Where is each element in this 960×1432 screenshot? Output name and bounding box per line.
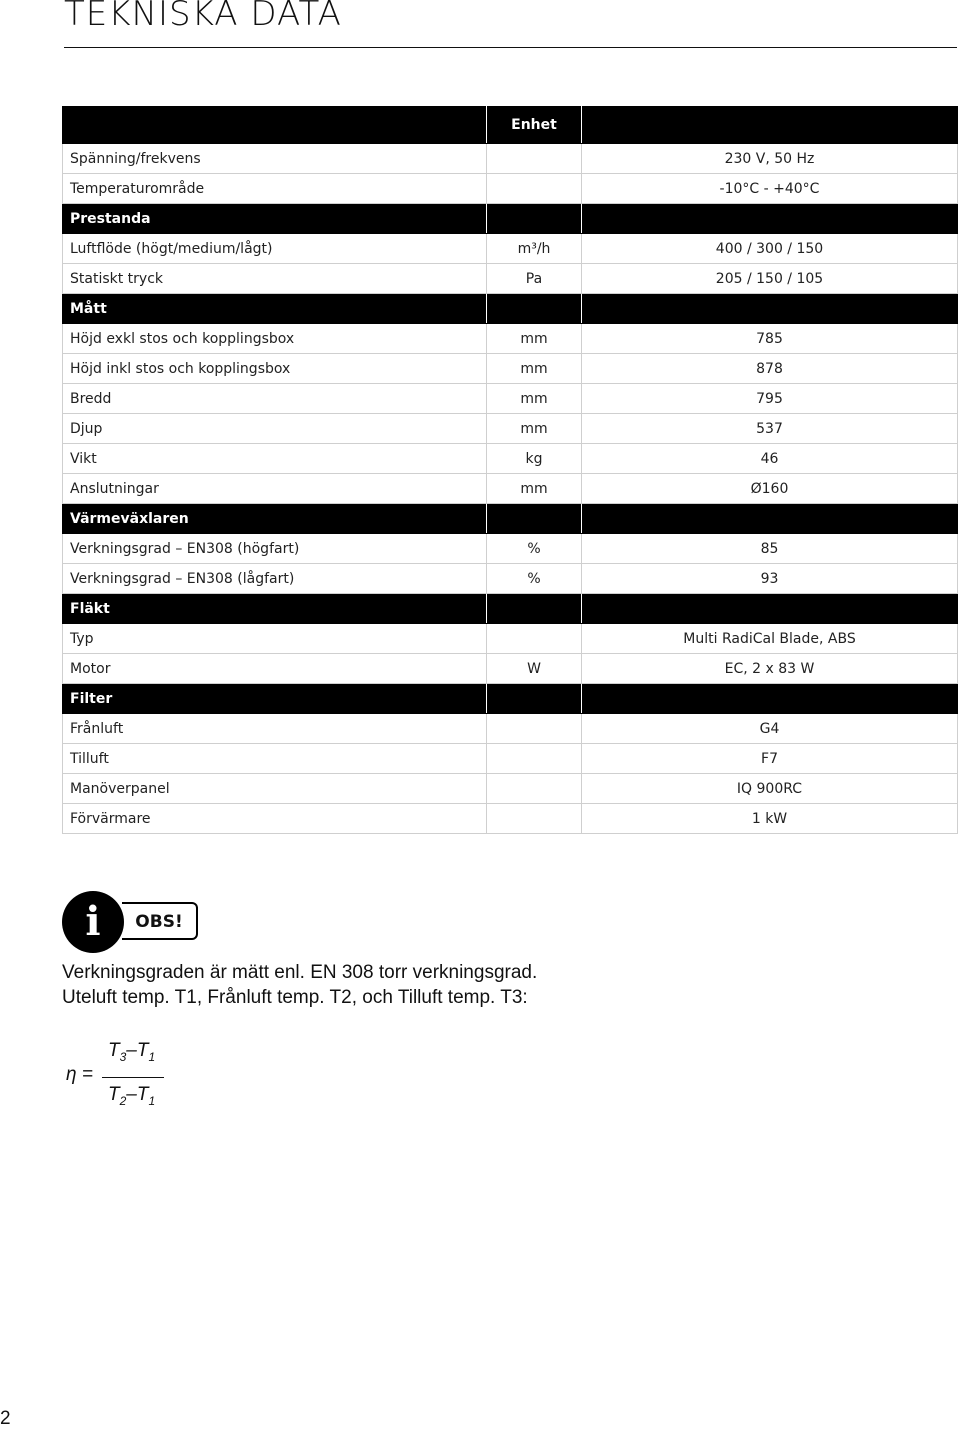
note-text bbox=[62, 960, 537, 1010]
table-row bbox=[63, 444, 958, 474]
note-line-2: Uteluft temp. T1, Frånluft temp. T2, och Tilluft temp. T3: bbox=[62, 987, 528, 1008]
row-value: 93 bbox=[582, 564, 958, 594]
table-row bbox=[63, 174, 958, 204]
section-value-cell bbox=[582, 504, 958, 534]
row-unit bbox=[487, 624, 582, 654]
row-label: Anslutningar bbox=[63, 474, 487, 504]
row-label: Djup bbox=[63, 414, 487, 444]
efficiency-formula bbox=[66, 1040, 176, 1120]
table-row bbox=[63, 714, 958, 744]
section-value-cell bbox=[582, 684, 958, 714]
row-unit: mm bbox=[487, 384, 582, 414]
row-value: Ø160 bbox=[582, 474, 958, 504]
row-value: -10°C - +40°C bbox=[582, 174, 958, 204]
table-row bbox=[63, 624, 958, 654]
section-title: Värmeväxlaren bbox=[63, 504, 487, 534]
row-unit: kg bbox=[487, 444, 582, 474]
row-value: 878 bbox=[582, 354, 958, 384]
formula-denominator: $T_2-T_1$ bbox=[108, 1084, 156, 1108]
info-icon: i bbox=[62, 891, 124, 953]
row-label: Manöverpanel bbox=[63, 774, 487, 804]
section-unit-cell bbox=[487, 504, 582, 534]
row-value: EC, 2 x 83 W bbox=[582, 654, 958, 684]
row-unit: Pa bbox=[487, 264, 582, 294]
table-row bbox=[63, 324, 958, 354]
table-row bbox=[63, 534, 958, 564]
row-value: 400 / 300 / 150 bbox=[582, 234, 958, 264]
page-number: 2 bbox=[0, 1408, 11, 1429]
row-unit: mm bbox=[487, 354, 582, 384]
section-title: Prestanda bbox=[63, 204, 487, 234]
section-unit-cell bbox=[487, 594, 582, 624]
row-value: Multi RadiCal Blade, ABS bbox=[582, 624, 958, 654]
row-label: Höjd exkl stos och kopplingsbox bbox=[63, 324, 487, 354]
table-header-row bbox=[63, 107, 958, 144]
section-value-cell bbox=[582, 294, 958, 324]
page-title: TEKNISKA DATA bbox=[64, 0, 342, 34]
row-label: Höjd inkl stos och kopplingsbox bbox=[63, 354, 487, 384]
row-unit: % bbox=[487, 564, 582, 594]
row-label: Typ bbox=[63, 624, 487, 654]
row-unit bbox=[487, 714, 582, 744]
section-header-row bbox=[63, 684, 958, 714]
section-header-row bbox=[63, 204, 958, 234]
table-row bbox=[63, 414, 958, 444]
obs-label: OBS! bbox=[122, 902, 198, 940]
row-label: Spänning/frekvens bbox=[63, 144, 487, 174]
section-value-cell bbox=[582, 594, 958, 624]
header-value-cell bbox=[582, 107, 958, 144]
row-value: G4 bbox=[582, 714, 958, 744]
row-value: 46 bbox=[582, 444, 958, 474]
section-unit-cell bbox=[487, 294, 582, 324]
row-value: F7 bbox=[582, 744, 958, 774]
row-unit bbox=[487, 804, 582, 834]
table-row bbox=[63, 564, 958, 594]
header-label-cell bbox=[63, 107, 487, 144]
section-title: Mått bbox=[63, 294, 487, 324]
row-label: Frånluft bbox=[63, 714, 487, 744]
table-row bbox=[63, 264, 958, 294]
row-value: 85 bbox=[582, 534, 958, 564]
formula-lhs: η = bbox=[66, 1064, 93, 1085]
header-unit-cell: Enhet bbox=[487, 107, 582, 144]
formula-numerator: $T_3-T_1$ bbox=[108, 1040, 156, 1064]
section-header-row bbox=[63, 504, 958, 534]
row-value: 785 bbox=[582, 324, 958, 354]
row-label: Verkningsgrad – EN308 (högfart) bbox=[63, 534, 487, 564]
row-label: Bredd bbox=[63, 384, 487, 414]
row-value: 795 bbox=[582, 384, 958, 414]
table-row bbox=[63, 384, 958, 414]
row-label: Statiskt tryck bbox=[63, 264, 487, 294]
section-unit-cell bbox=[487, 204, 582, 234]
note-line-1: Verkningsgraden är mätt enl. EN 308 torr verkningsgrad. bbox=[62, 962, 538, 983]
section-header-row bbox=[63, 594, 958, 624]
row-value: IQ 900RC bbox=[582, 774, 958, 804]
row-unit bbox=[487, 174, 582, 204]
section-unit-cell bbox=[487, 684, 582, 714]
row-value: 1 kW bbox=[582, 804, 958, 834]
table-row bbox=[63, 474, 958, 504]
row-unit: W bbox=[487, 654, 582, 684]
row-label: Vikt bbox=[63, 444, 487, 474]
row-unit bbox=[487, 144, 582, 174]
table-row bbox=[63, 354, 958, 384]
row-label: Temperaturområde bbox=[63, 174, 487, 204]
row-label: Luftflöde (högt/medium/lågt) bbox=[63, 234, 487, 264]
section-title: Filter bbox=[63, 684, 487, 714]
table-row bbox=[63, 744, 958, 774]
row-unit: % bbox=[487, 534, 582, 564]
section-header-row bbox=[63, 294, 958, 324]
section-title: Fläkt bbox=[63, 594, 487, 624]
title-divider bbox=[64, 47, 957, 48]
row-unit: mm bbox=[487, 324, 582, 354]
row-label: Tilluft bbox=[63, 744, 487, 774]
row-value: 205 / 150 / 105 bbox=[582, 264, 958, 294]
fraction-bar bbox=[102, 1077, 164, 1078]
table-row bbox=[63, 804, 958, 834]
table-row bbox=[63, 774, 958, 804]
table-row bbox=[63, 234, 958, 264]
row-value: 537 bbox=[582, 414, 958, 444]
table-row bbox=[63, 144, 958, 174]
table-row bbox=[63, 654, 958, 684]
section-value-cell bbox=[582, 204, 958, 234]
row-unit: m³/h bbox=[487, 234, 582, 264]
row-value: 230 V, 50 Hz bbox=[582, 144, 958, 174]
row-unit: mm bbox=[487, 414, 582, 444]
row-label: Förvärmare bbox=[63, 804, 487, 834]
row-unit bbox=[487, 774, 582, 804]
row-label: Motor bbox=[63, 654, 487, 684]
row-label: Verkningsgrad – EN308 (lågfart) bbox=[63, 564, 487, 594]
row-unit bbox=[487, 744, 582, 774]
row-unit: mm bbox=[487, 474, 582, 504]
spec-table bbox=[62, 106, 958, 834]
